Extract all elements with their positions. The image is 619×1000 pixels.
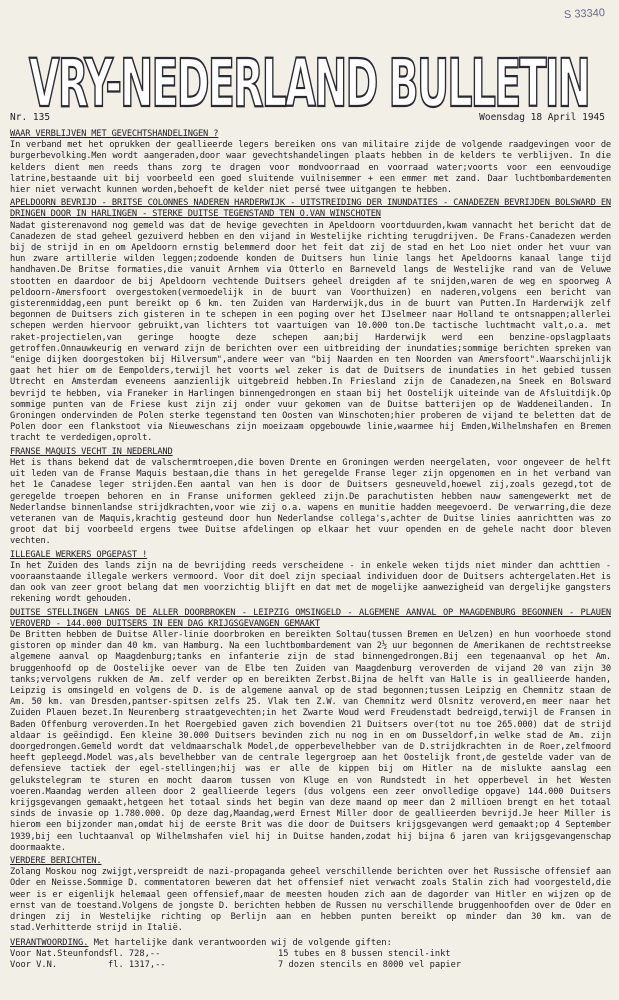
article [10, 198, 611, 444]
bulletin-content [10, 129, 611, 934]
issue-number: Nr. 135 [10, 112, 51, 123]
archive-stamp: S 33340 [563, 6, 606, 22]
article [10, 608, 611, 854]
article [10, 129, 611, 196]
issue-info [10, 112, 605, 123]
masthead [0, 48, 619, 114]
donation-row [10, 960, 611, 971]
donation-donor: Voor Nat.Steunfonds [10, 949, 110, 960]
donations-header [10, 938, 611, 949]
issue-date: Woensdag 18 April 1945 [479, 112, 605, 123]
donations-list [10, 949, 611, 971]
donation-item: 7 dozen stencils en 8000 vel papier [278, 960, 462, 971]
donation-donor: Voor V.N. [10, 960, 58, 971]
article-body: Zolang Moskou nog zwijgt,verspreidt de nazi-propaganda geheel verschillende berichten over het Russische offensief aan Oder en Neisse.Sommige D. commentatoren beweren dat het offensief niet verwacht zoals Stalin zich had voorgesteld,die weer is er eigenlijk helemaal geen offensief,maar de meesten houden zich aan de dagorder van Hitler en wijzen op de ernst van de toestand.Volgens de jongste D. berichten hebben de Russen nu verschillende bruggenhoofden over de Oder en dringen zij in Westelijke richting op Berlijn aan en hebben punten bereikt op minder dan 30 km. van de stad.Verhitterde strijd in Italië. [10, 867, 611, 934]
donation-row [10, 949, 611, 960]
article-body: In het Zuiden des lands zijn na de bevrijding reeds verscheidene - in enkele weken tijds niet minder dan achttien - vooraanstaande illegale werkers vermoord. Voor dit doel zijn speciaal individuen door de Duitsers achtergelaten.Het is dan ook van zeer groot belang dat men voorzichtig blijft en dat met de mogelijke aanwezigheid van dergelijke gangsters rekening wordt gehouden. [10, 560, 611, 605]
article-body: Nadat gisterenavond nog gemeld was dat de hevige gevechten in Apeldoorn voortduurden,kwam vannacht het bericht dat de Canadezen de stad geheel gezuiverd hebben en den vijand in Westelijke richting terugdrijven. De Frans-Canadezen werden bij de strijd in en om Apeldoorn ernstig belemmerd door het feit dat zij de stad en het Loo niet onder het vuur van hun zware artillerie wilden leggen;zodoende konden de Duitsers hun linie langs het Apeldoorns kanaal lange tijd handhaven.De Britse formaties,die vanuit Arnhem via Otterlo en Barneveld langs de Westelijke rand van de Veluwe stootten en daardoor de bij Apeldoorn vechtende Duitsers geheel dreigden af te snijden,waren de weg en spoorweg A peldoorn-Amersfoort overgestoken(vermoedelijk in de buurt van Voorthuizen) en naderen,volgens een bericht van gisterenmiddag,een punt bereikt op 6 km. ten Zuiden van Harderwijk,dus in de buurt van Putten.In Harderwijk zelf begonnen de Duitsers zich gisteren in te schepen in een poging over het IJselmeer naar Holland te ontsnappen;allerlei schepen werden hiervoor gebruikt,van lichters tot vaartuigen van 10.000 ton.De tactische luchtmacht valt,o.a. met raket-projectielen,van geringe hoogte deze schepen aan;bij Harderwijk werd een benzine-opslagplaats getroffen.Onnauwkeurig en verward zijn de berichten over een uitbreiding der inundaties;sommige berichten spreken van "enige dijken doorgestoken bij Hilversum",andere weer van "bij Naarden en ten Noorden van Amersfoort".Waarschijnlijk gaat het hier om de Eempolders,terwijl het voorts wel zeker is dat de Duitsers de inundaties in het gebied tussen Utrecht en Amsterdam eveneens aanzienlijk uitgebreid hebben.In Friesland zijn de Canadezen,na Sneek en Bolsward bevrijd te hebben, via Franeker in Harlingen binnengedrongen en staan bij het Oostelijk uiteinde van de Afsluitdijk.Op sommige punten van de Friese kust zijn zij onder vuur gekomen van de Duitse batterijen op de Waddeneilanden. In Groningen ondervinden de Polen sterke tegenstand ten Oosten van Winschoten;hier proberen de vijand te beletten dat de Polen door een flankstoot via Nieuweschans zijn moeizaam opgebouwde linie,waarmee hij Emden,Wilhelmshafen en Bremen tracht te verdedigen,oprolt. [10, 220, 611, 444]
masthead-logo [0, 48, 619, 114]
donation-amount: fl. 1317,-- [108, 960, 166, 971]
article [10, 550, 611, 606]
article-headline: DUITSE STELLINGEN LANGS DE ALLER DOORBROKEN - LEIPZIG OMSINGELD - ALGEMENE AANVAL OP MAAGDENBURG BEGONNEN - PLAUEN VEROVERD - 144.000 DUITSERS IN EEN DAG KRIJGSGEVANGEN GEMAAKT [10, 607, 611, 629]
article-headline: WAAR VERBLIJVEN MET GEVECHTSHANDELINGEN ? [10, 129, 219, 139]
donations-section [10, 938, 611, 972]
article-headline: ILLEGALE WERKERS OPGEPAST ! [10, 549, 148, 560]
article [10, 856, 611, 934]
donations-intro: Met hartelijke dank verantwoorden wij de volgende giften: [93, 938, 392, 948]
article [10, 447, 611, 548]
donation-amount: fl. 728,-- [108, 949, 161, 960]
article-headline: FRANSE MAQUIS VECHT IN NEDERLAND [10, 446, 173, 457]
donation-item: 15 tubes en 8 bussen stencil-inkt [278, 949, 451, 960]
article-headline: APELDOORN BEVRIJD - BRITSE COLONNES NADEREN HARDERWIJK - UITSTREIDING DER INUNDATIES - CANADEZEN BEVRIJDEN BOLSWARD EN DRINGEN DOOR IN HARLINGEN - STERKE DUITSE TEGENSTAND TEN O.VAN WINSCHOTEN [10, 198, 611, 220]
article-body: De Britten hebben de Duitse Aller-linie doorbroken en bereikten Soltau(tussen Bremen en Uelzen) en hun voorhoede stond gistoren op minder dan 40 km. van Hamburg. Na een luchtbombardement van 2½ uur begonnen de Amerikanen de rechtstreekse algemene aanval op Maagdenburg;tanks en infanterie zijn de stad binnengedrongen.Bij een tegenaanval op het Am. bruggenhoofd op de Oostelijke oever van de Elbe ten Zuiden van Maagdenburg veroverden de vijand 20 van zijn 30 tanks;vervolgens rukken de Am. zelf verder op en bereikten Zerbst.Bijna de helft van Halle is in geallieerde handen, Leipzig is omsingeld en volgens de D. is de algemene aanval op de stad begonnen;tussen Leipzig en Chemnitz staan de Am. 50 km. van Dresden,pantser-spitsen zelfs 25. Vlak ten Z.W. van Chemnitz werd Olsnitz veroverd,en meer naar het Zuiden Plauen bezet.In Neurenberg straatgevechten;in het Zwarte Woud werd Freudenstadt bedreigd,terwijl de Fransen in Baden Offenburg veroverden.In het Roergebied gaven zich bovendien 21 Duitsers over(tot nu toe 265.000) dat de strijd aldaar is geëindigd. Een kleine 30.000 Duitsers bevinden zich nu nog in en om Dusseldorf,in welke stad de Am. zijn doorgedrongen.Gemeld wordt dat veldmaarschalk Model,de opperbevelhebber van de D.strijdkrachten in de Roer,zelfmoord heeft gepleegd.Model was,als bevelhebber van de centrale legergroep aan het Oostelijk front,de gestelde vader van de defensieve tactiek der egel-stellingen;hij was er alle de kippen bij om Hitler na de mislukte aanslag een gelukstelegram te sturen en mocht daarom tussen von Kluge en von Rundstedt in het opperbevel in het Westen voeren.Maandag werden alleen door 2 geallieerde legers (dus volgens een zeer onvolledige opgave) 144.000 Duitsers krijgsgevangen gemaakt,hetgeen het totaal sinds het begin van deze maand op meer dan 2 millioen brengt en het totaal sinds de invasie op 1.780.000. Op deze dag,Maandag,werd Ernest Miller door de geallieerden bevrijd.Je heer Miller is hierom een bijzonder man,omdat hij de eerste Brit was die door de Duitsers krijgsgevangen werd gemaakt;op 4 September 1939,bij een luchtaanval op Wilhelmshafen viel hij in Duitse handen,zodat hij bijna 6 jaren van krijgsgevangenschap doormaakte. [10, 629, 611, 853]
article-headline: VERDERE BERICHTEN. [10, 856, 102, 866]
donations-headline: VERANTWOORDING. [10, 938, 89, 948]
article-body: Het is thans bekend dat de valschermtroepen,die boven Drente en Groningen werden neergelaten, voor ongeveer de helft uit leden van de Franse Maquis bestaan,die thans in het geregelde Franse leger zijn opgenomen en in het verband van het 1e Canadese leger strijden.Een aantal van hen is door de Duitsers gesneuveld,hoewel zij,zoals gezegd,tot de geregelde troepen behoren en in Franse uniformen gekleed zijn.De parachutisten hebben nauw samengewerkt met de Nederlandse binnenlandse strijdkrachten,voor wie zij o.a. wapens en munitie hadden meegevoerd. De verwarring,die deze veteranen van de Maquis,krachtig gesteund door hun Nederlandse collega's,achter de Duitse linies aanrichtten was zo groot dat bij voorbeeld ergens twee Duitse afdelingen op elkaar het vuur openden en de gehele nacht door bleven vechten. [10, 457, 611, 547]
article-body: In verband met het oprukken der geallieerde legers bereiken ons van militaire zijde de volgende raadgevingen voor de burgerbevolking.Men wordt aangeraden,door waar gevechtshandelingen plaats hebben in de kelders te verblijven. In die kelders dient men reeds thans zorg te dragen voor mondvoorraad en voorraad water;voorts voor een eenvoudige latrine,bestaande uit bij voorbeeld een goed sluitende vuilnisemmer + een emmer met zand. Daar luchtbombardementen hier niet verwacht kunnen worden,behoeft de kelder niet persé twee uitgangen te hebben. [10, 140, 611, 196]
masthead-title: VRY-NEDERLAND BULLETIN [29, 48, 589, 114]
